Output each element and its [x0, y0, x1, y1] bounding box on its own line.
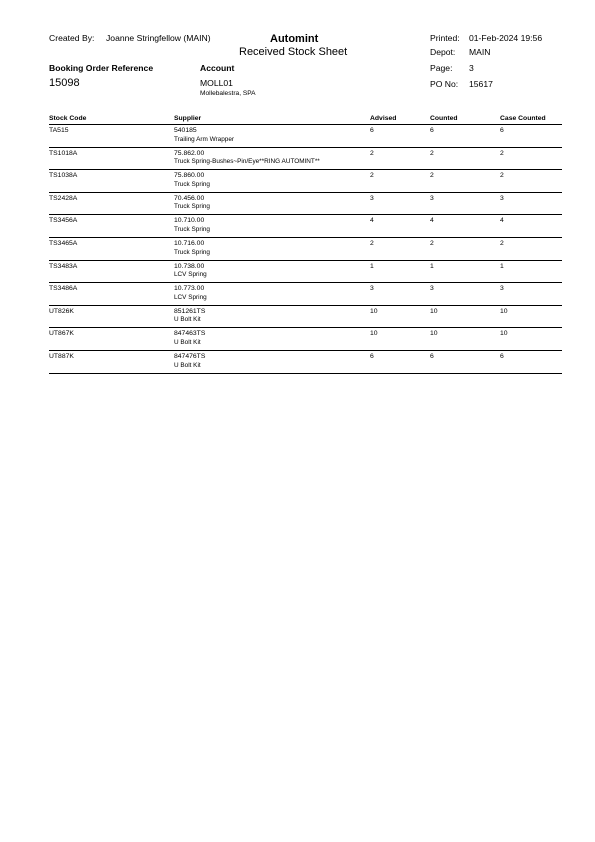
- case-counted-cell: 2: [500, 172, 504, 180]
- description-cell: U Bolt Kit: [174, 338, 201, 346]
- booking-ref-value: 15098: [49, 77, 80, 89]
- row-divider: [49, 192, 562, 193]
- advised-cell: 6: [370, 353, 374, 360]
- row-divider: [49, 169, 562, 170]
- supplier-cell: 847463TS: [174, 330, 206, 338]
- case-counted-cell: 4: [500, 217, 504, 225]
- advised-cell: 3: [370, 194, 374, 202]
- row-divider: [49, 305, 562, 306]
- supplier-cell: 10.773.00: [174, 285, 205, 293]
- case-counted-cell: 10: [500, 307, 508, 315]
- case-counted-cell: 6: [500, 353, 504, 360]
- account-name: Mollebalestra, SPA: [200, 90, 256, 97]
- created-by-label: Created By:: [49, 33, 95, 43]
- stock-code-cell: TS2428A: [49, 194, 78, 202]
- stock-code-cell: TS3486A: [49, 285, 78, 293]
- account-code: MOLL01: [200, 78, 233, 88]
- advised-cell: 10: [370, 330, 378, 338]
- po-value: 15617: [469, 79, 493, 89]
- counted-cell: 3: [430, 194, 434, 202]
- counted-cell: 4: [430, 217, 434, 225]
- case-counted-cell: 3: [500, 285, 504, 293]
- description-cell: Truck Spring-Bushes~Pin/Eye**RING AUTOMINT**: [174, 158, 320, 166]
- advised-cell: 3: [370, 285, 374, 293]
- row-divider: [49, 214, 562, 215]
- description-cell: LCV Spring: [174, 271, 207, 279]
- created-by-value: Joanne Stringfellow (MAIN): [106, 33, 211, 43]
- case-counted-cell: 10: [500, 330, 508, 338]
- row-divider: [49, 260, 562, 261]
- po-label: PO No:: [430, 79, 459, 89]
- counted-cell: 3: [430, 285, 434, 293]
- description-cell: LCV Spring: [174, 293, 207, 301]
- supplier-cell: 10.710.00: [174, 217, 205, 225]
- description-cell: Truck Spring: [174, 180, 210, 188]
- printed-label: Printed:: [430, 33, 460, 43]
- col-advised: Advised: [370, 115, 397, 122]
- stock-code-cell: TS1038A: [49, 172, 78, 180]
- counted-cell: 2: [430, 149, 434, 157]
- description-cell: Truck Spring: [174, 225, 210, 233]
- stock-code-cell: TS3465A: [49, 240, 78, 247]
- supplier-cell: 540185: [174, 127, 197, 134]
- description-cell: U Bolt Kit: [174, 316, 201, 324]
- advised-cell: 1: [370, 262, 374, 270]
- advised-cell: 2: [370, 149, 374, 157]
- description-cell: U Bolt Kit: [174, 361, 201, 369]
- counted-cell: 10: [430, 307, 438, 315]
- col-case-counted: Case Counted: [500, 115, 546, 122]
- case-counted-cell: 1: [500, 262, 504, 270]
- printed-value: 01-Feb-2024 19:56: [469, 33, 543, 43]
- col-stock-code: Stock Code: [49, 115, 87, 122]
- row-divider: [49, 373, 562, 374]
- col-counted: Counted: [430, 115, 458, 122]
- advised-cell: 2: [370, 172, 374, 180]
- description-cell: Truck Spring: [174, 203, 210, 211]
- col-supplier: Supplier: [174, 115, 202, 122]
- stock-code-cell: TA515: [49, 127, 69, 134]
- stock-code-cell: TS3456A: [49, 217, 78, 225]
- advised-cell: 10: [370, 307, 378, 315]
- depot-value: MAIN: [469, 47, 491, 57]
- row-divider: [49, 147, 562, 148]
- stock-code-cell: UT867K: [49, 330, 74, 338]
- case-counted-cell: 2: [500, 149, 504, 157]
- advised-cell: 4: [370, 217, 374, 225]
- advised-cell: 6: [370, 127, 374, 134]
- stock-code-cell: UT826K: [49, 307, 74, 315]
- case-counted-cell: 6: [500, 127, 504, 134]
- stock-code-cell: UT887K: [49, 353, 74, 360]
- counted-cell: 1: [430, 262, 434, 270]
- counted-cell: 2: [430, 172, 434, 180]
- counted-cell: 6: [430, 353, 434, 360]
- counted-cell: 6: [430, 127, 434, 134]
- supplier-cell: 847476TS: [174, 353, 206, 360]
- page-value: 3: [469, 63, 474, 73]
- description-cell: Truck Spring: [174, 248, 210, 256]
- row-divider: [49, 237, 562, 238]
- company-name: Automint: [270, 33, 319, 45]
- header-divider: [49, 124, 562, 125]
- case-counted-cell: 3: [500, 194, 504, 202]
- supplier-cell: 75.862.00: [174, 149, 205, 157]
- supplier-cell: 75.860.00: [174, 172, 205, 180]
- stock-code-cell: TS1018A: [49, 149, 78, 157]
- supplier-cell: 70.456.00: [174, 194, 205, 202]
- stock-code-cell: TS3483A: [49, 262, 78, 270]
- page-label: Page:: [430, 63, 453, 73]
- account-label: Account: [200, 63, 235, 73]
- case-counted-cell: 2: [500, 240, 504, 247]
- description-cell: Trailing Arm Wrapper: [174, 135, 235, 143]
- advised-cell: 2: [370, 240, 374, 247]
- supplier-cell: 10.738.00: [174, 262, 205, 270]
- supplier-cell: 10.716.00: [174, 240, 205, 247]
- row-divider: [49, 327, 562, 328]
- depot-label: Depot:: [430, 47, 456, 57]
- counted-cell: 2: [430, 240, 434, 247]
- row-divider: [49, 350, 562, 351]
- row-divider: [49, 282, 562, 283]
- sheet-title: Received Stock Sheet: [239, 46, 348, 58]
- supplier-cell: 851261TS: [174, 307, 206, 315]
- counted-cell: 10: [430, 330, 438, 338]
- booking-ref-label: Booking Order Reference: [49, 63, 154, 73]
